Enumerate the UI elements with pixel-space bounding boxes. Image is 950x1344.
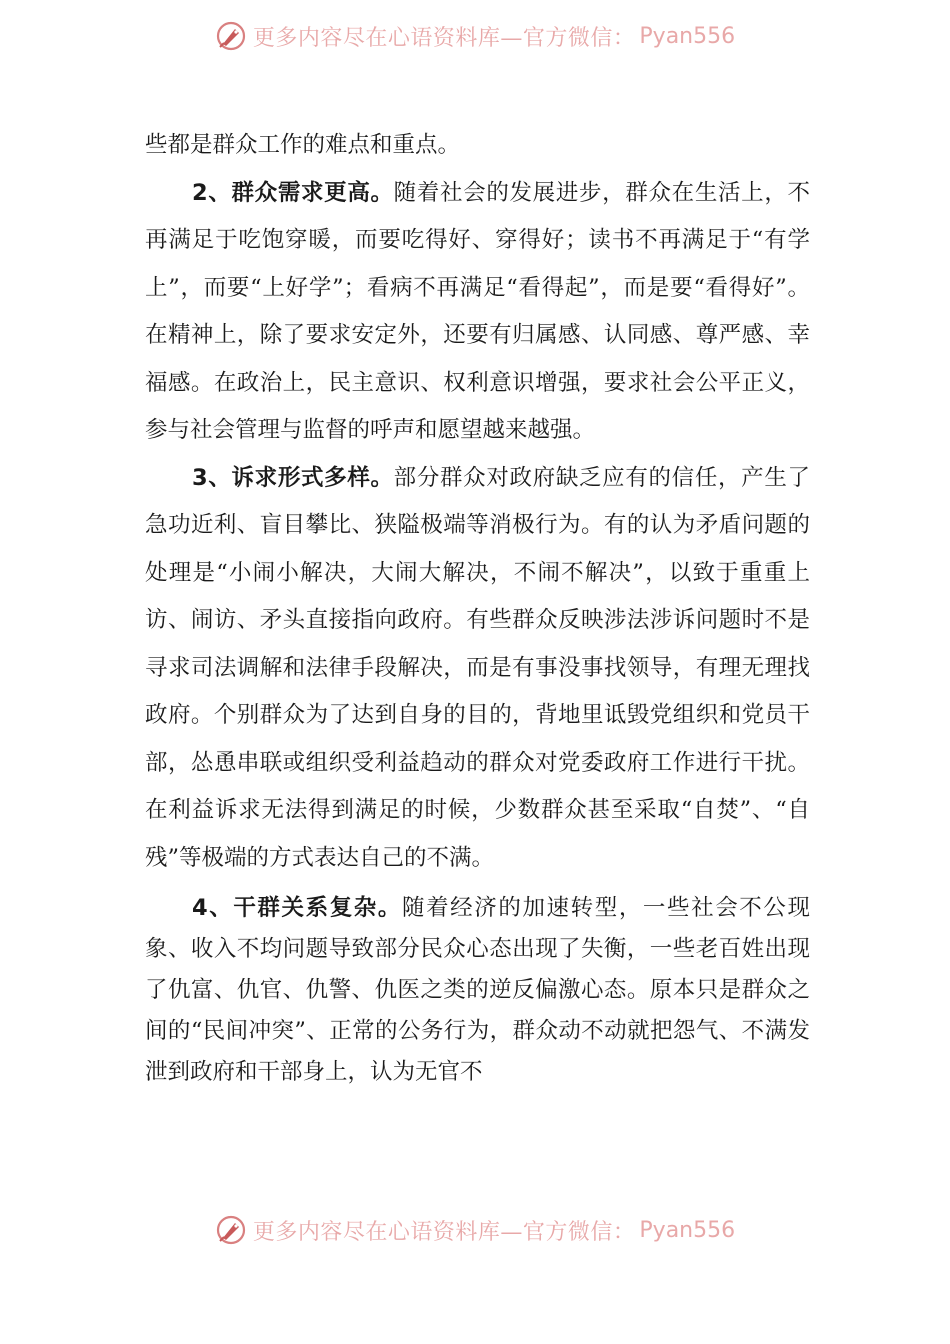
pen-nib-logo-icon bbox=[215, 1214, 247, 1246]
paragraph-continuation bbox=[145, 122, 810, 170]
paragraph-heading: 3、诉求形式多样。 bbox=[192, 464, 394, 491]
paragraph-heading: 2、群众需求更高。 bbox=[192, 179, 394, 206]
paragraph-text: 随着经济的加速转型，一些社会不公现象、收入不均问题导致部分民众心态出现了失衡，一些老百姓出现了仇富、仇官、仇警、仇医之类的逆反偏激心态。原本只是群众之间的“民间冲突”、正常的公务行为，群众动不动就把怨气、不满发泄到政府和干部身上，认为无官不 bbox=[145, 895, 810, 1085]
paragraph-text: 随着社会的发展进步，群众在生活上，不再满足于吃饱穿暖，而要吃得好、穿得好；读书不再满足于“有学上”，而要“上好学”；看病不再满足“看得起”，而是要“看得好”。在精神上，除了要求安定外，还要有归属感、认同感、尊严感、幸福感。在政治上，民主意识、权利意识增强，要求社会公平正义，参与社会管理与监督的呼声和愿望越来越强。 bbox=[145, 179, 810, 443]
document-body bbox=[145, 122, 810, 1093]
paragraph-heading: 4、干群关系复杂。 bbox=[192, 895, 402, 921]
paragraph-text: 部分群众对政府缺乏应有的信任，产生了急功近利、盲目攀比、狭隘极端等消极行为。有的认为矛盾问题的处理是“小闹小解决，大闹大解决，不闹不解决”，以致于重重上访、闹访、矛头直接指向政府。有些群众反映涉法涉诉问题时不是寻求司法调解和法律手段解决，而是有事没事找领导，有理无理找政府。个别群众为了达到自身的目的，背地里诋毁党组织和党员干部，怂恿串联或组织受利益趋动的群众对党委政府工作进行干扰。在利益诉求无法得到满足的时候，少数群众甚至采取“自焚”、“自残”等极端的方式表达自己的不满。 bbox=[145, 464, 810, 871]
banner-text: 更多内容尽在心语资料库—官方微信： bbox=[252, 1219, 636, 1245]
paragraph-demand bbox=[145, 170, 810, 455]
paragraph-text: 些都是群众工作的难点和重点。 bbox=[145, 132, 461, 158]
footer-watermark-banner bbox=[0, 1210, 950, 1250]
pen-nib-logo-icon bbox=[215, 20, 247, 52]
banner-text: 更多内容尽在心语资料库—官方微信： bbox=[252, 25, 636, 51]
banner-wechat-id: Pyan556 bbox=[639, 23, 736, 49]
banner-wechat-id: Pyan556 bbox=[639, 1217, 736, 1243]
paragraph-appeal bbox=[145, 455, 810, 883]
header-watermark-banner bbox=[0, 16, 950, 56]
paragraph-relations bbox=[145, 888, 810, 1093]
